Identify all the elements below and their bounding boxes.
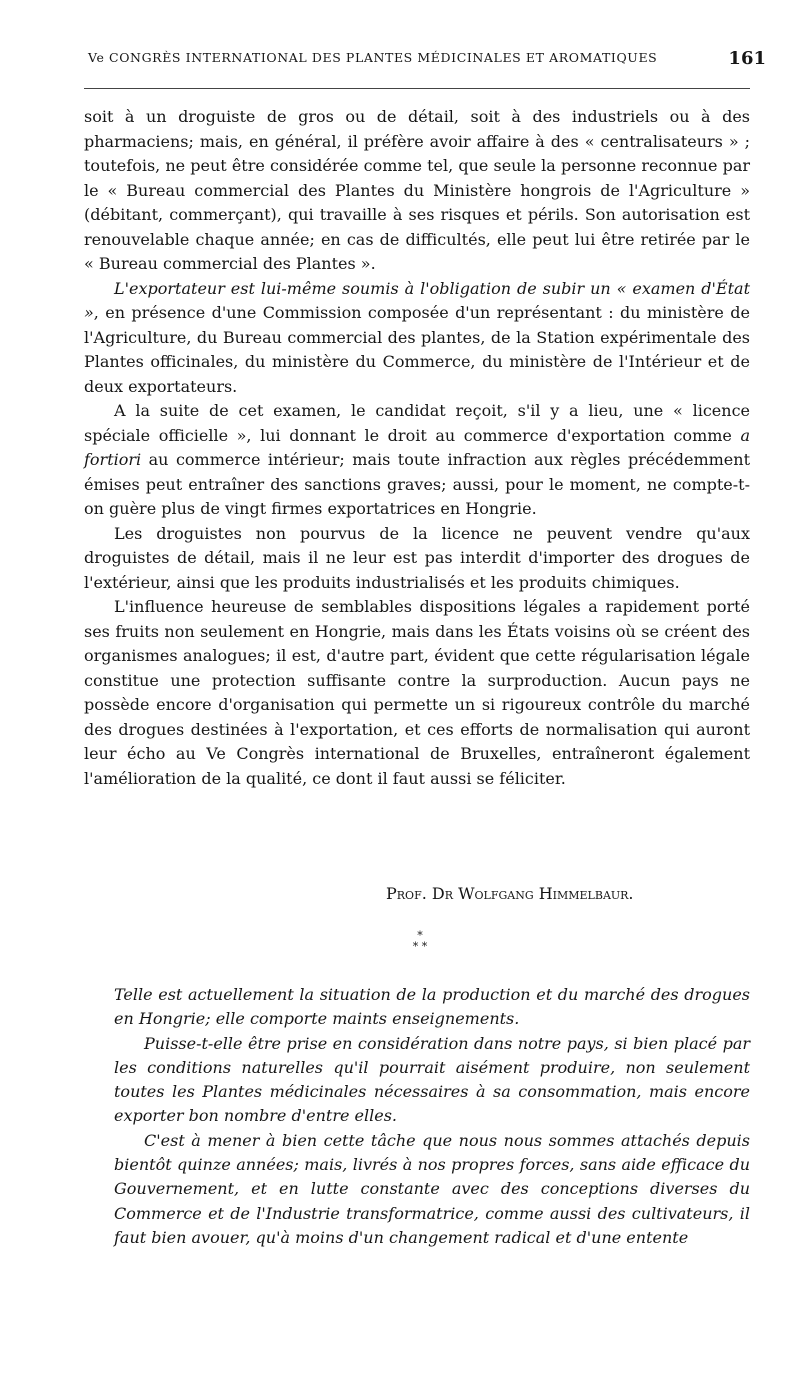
page-number: 161 <box>728 48 766 69</box>
asterism-text: * * * <box>412 929 428 953</box>
conclusion-paragraph-2: Puisse-t-elle être prise en considération dans notre pays, si bien placé par les conditions naturelles qu'il pourrait aisément produire, non seulement toutes les Plantes médicinales nécessaires à sa consommation, mais encore exporter bon nombre d'entre elles. <box>114 1033 750 1126</box>
paragraph-1: soit à un droguiste de gros ou de détail, soit à des industriels ou à des pharmaciens; mais, en général, il préfère avoir affaire à des « centralisateurs » ; toutefois, ne peut être considérée comme tel, que seule la personne reconnue par le « Bureau commercial des Plantes du Ministère hongrois de l'Agriculture » (débitant, commerçant), qui travaille à ses risques et périls. Son autorisation est renouvelable chaque année; en cas de difficultés, elle peut lui être retirée par le « Bureau commercial des Plantes ». <box>84 107 750 273</box>
paragraph-3 <box>84 399 750 522</box>
paragraph-2-rest: , en présence d'une Commission composée d'un représentant : du ministère de l'Agriculture, du Bureau commercial des plantes, de la Station expérimentale des Plantes officinales, du ministère du Commerce, du ministère de l'Intérieur et de deux exportateurs. <box>84 303 750 396</box>
conclusion-text <box>114 983 750 1250</box>
paragraph-4: Les droguistes non pourvus de la licence ne peuvent vendre qu'aux droguistes de détail, mais il ne leur est pas interdit d'importer des drogues de l'extérieur, ainsi que les produits industrialisés et les produits chimiques. <box>84 523 750 592</box>
main-text <box>84 105 750 791</box>
conclusion-paragraph-1: Telle est actuellement la situation de la production et du marché des drogues en Hongrie; elle comporte maints enseignements. <box>114 985 750 1029</box>
paragraph-3-after: au commerce intérieur; mais toute infraction aux règles précédemment émises peut entraîner des sanctions graves; aussi, pour le moment, ne compte-t-on guère plus de vingt firmes exportatrices en Hongrie. <box>84 450 750 518</box>
header-rule <box>84 88 750 89</box>
paragraph-3-before: A la suite de cet examen, le candidat reçoit, s'il y a lieu, une « licence spéciale officielle », lui donnant le droit au commerce d'exportation comme <box>84 401 750 445</box>
paragraph-3-italic: a fortiori <box>84 425 750 469</box>
asterism-divider <box>400 930 440 952</box>
paragraph-2-italic: L'exportateur est lui-même soumis à l'obligation de subir un « examen d'État » <box>84 278 750 322</box>
paragraph-2 <box>84 277 750 400</box>
paragraph-5: L'influence heureuse de semblables dispositions légales a rapidement porté ses fruits non seulement en Hongrie, mais dans les États voisins où se créent des organismes analogues; il est, d'autre part, évident que cette régularisation légale constitue une protection suffisante contre la surproduction. Aucun pays ne possède encore d'organisation qui permette un si rigoureux contrôle du marché des drogues destinées à l'exportation, et ces efforts de normalisation qui auront leur écho au Ve Congrès international de Bruxelles, entraîneront également l'amélioration de la qualité, ce dont il faut aussi se féliciter. <box>84 597 750 788</box>
running-header: Ve CONGRÈS INTERNATIONAL DES PLANTES MÉDICINALES ET AROMATIQUES <box>88 50 658 65</box>
author-signature: Prof. Dr Wolfgang Himmelbaur. <box>386 884 634 903</box>
conclusion-paragraph-3: C'est à mener à bien cette tâche que nous nous sommes attachés depuis bientôt quinze années; mais, livrés à nos propres forces, sans aide efficace du Gouvernement, et en lutte constante avec des conceptions diverses du Commerce et de l'Industrie transformatrice, comme aussi des cultivateurs, il faut bien avouer, qu'à moins d'un changement radical et d'une entente <box>114 1130 750 1247</box>
